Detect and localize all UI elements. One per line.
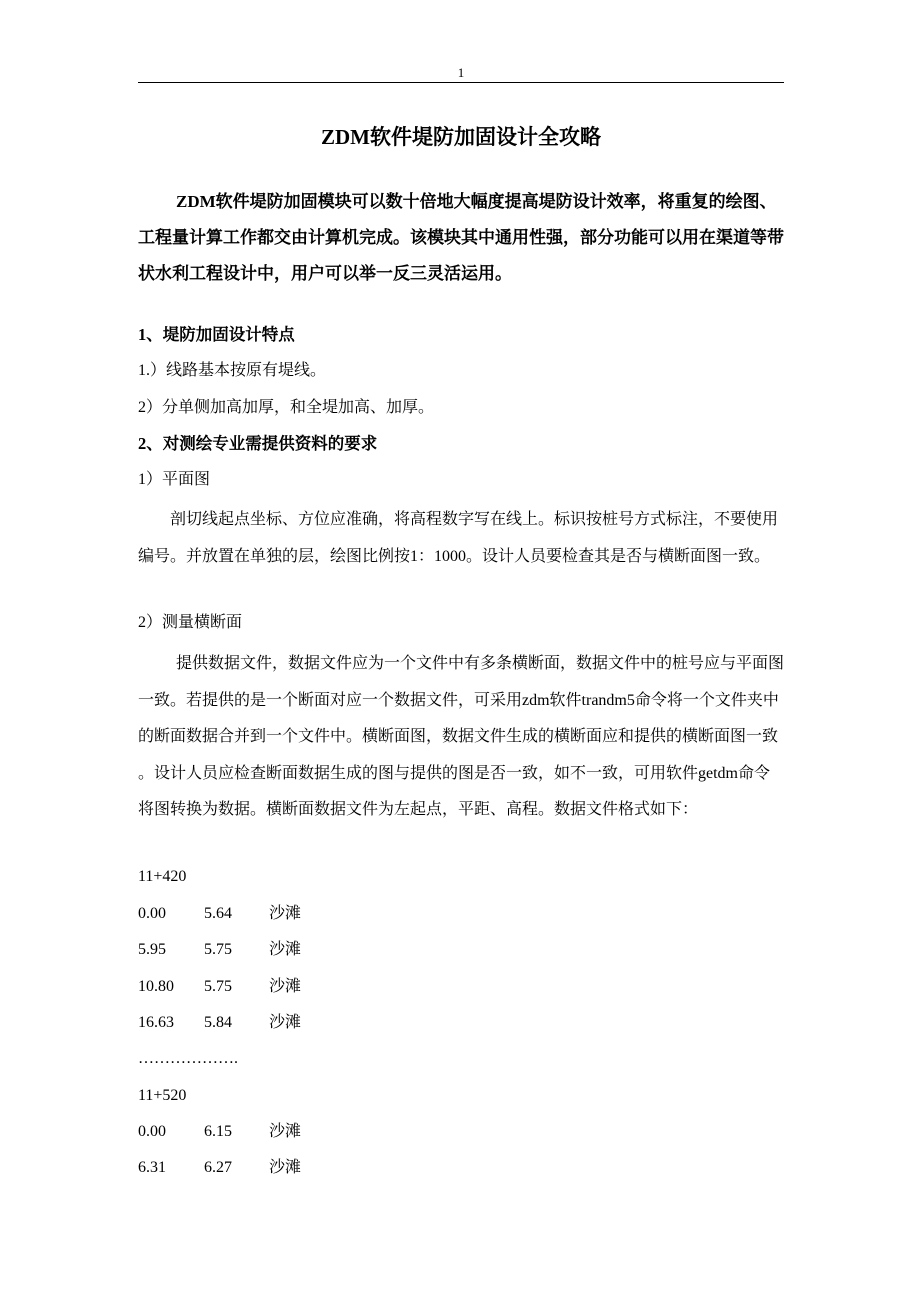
cross-section-paragraph: 提供数据文件，数据文件应为一个文件中有多条横断面，数据文件中的桩号应与平面图一致。若提供的是一个断面对应一个数据文件，可采用zdm软件trandm5命令将一个文件夹中的断面数据合并到一个文件中。横断面图，数据文件生成的横断面应和提供的横断面图一致 。设计人员应检查断面数据生成的图与提供的图是否一致，如不一致，可用软件getdm命令将图转换为数据。横断面数据文件为左起点，平距、高程。数据文件格式如下： [138,655,785,818]
intro-paragraph: ZDM软件堤防加固模块可以数十倍地大幅度提高堤防设计效率，将重复的绘图、工程量计算工作都交由计算机完成。该模块其中通用性强，部分功能可以用在渠道等带状水利工程设计中，用户可以举一反三灵活运用。 [138,192,784,283]
section-2-heading: 2、对测绘专业需提供资料的要求 [138,434,378,453]
page-number: 1 [457,65,465,80]
section-1-item: 2）分单侧加高加厚，和全堤加高、加厚。 [138,399,435,416]
subsection-heading-plan: 1）平面图 [138,471,211,488]
document-title: ZDM软件堤防加固设计全攻略 [321,125,601,149]
section-1-heading: 1、堤防加固设计特点 [138,325,295,344]
plan-paragraph: 剖切线起点坐标、方位应准确，将高程数字写在线上。标识按桩号方式标注，不要使用编号。并放置在单独的层，绘图比例按1：1000。设计人员要检查其是否与横断面图一致。 [138,511,779,565]
header-divider [138,82,784,83]
subsection-heading-cross-section: 2）测量横断面 [138,614,243,631]
section-1-item: 1.）线路基本按原有堤线。 [138,362,327,379]
